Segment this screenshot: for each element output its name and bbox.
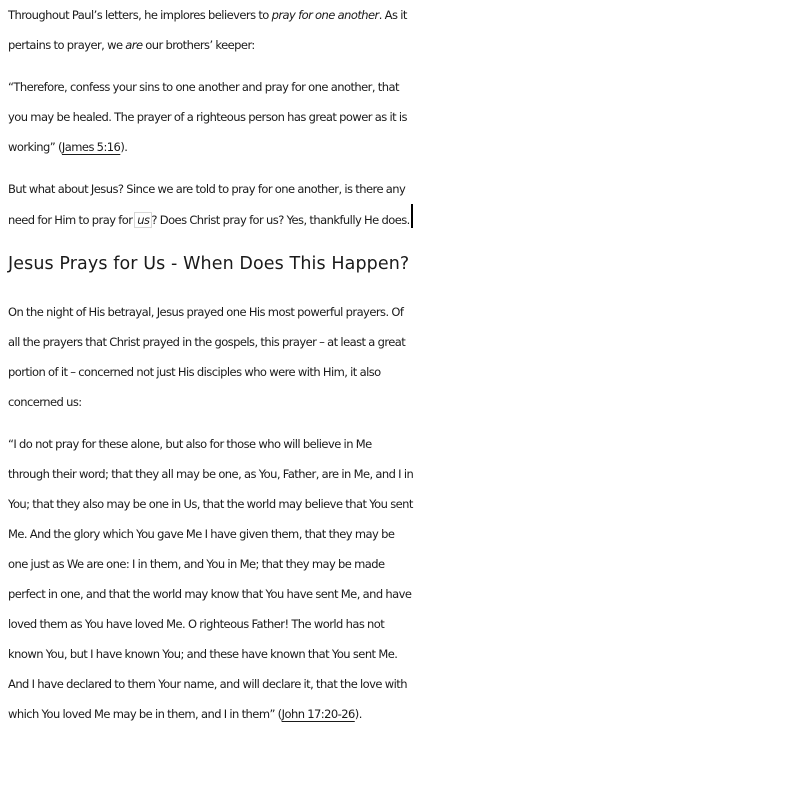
emphasis-text: pray for one another: [271, 8, 379, 22]
paragraph-intro: [8, 0, 788, 60]
text-line: perfect in one, and that the world may know that You have sent Me, and have: [8, 587, 412, 601]
scripture-link-james[interactable]: James 5:16: [61, 140, 121, 154]
text-run: ? Does Christ pray for us? Yes, thankfully He does.: [151, 213, 410, 227]
text-run: . As it: [378, 8, 407, 22]
text-line: [8, 132, 788, 162]
quote-john: [8, 429, 788, 729]
text-line: [8, 699, 788, 729]
text-run: which You loved Me may be in them, and I in them” (: [8, 707, 282, 721]
text-line: “I do not pray for these alone, but also for those who will believe in Me: [8, 437, 372, 451]
text-line: And I have declared to them Your name, and will declare it, that the love with: [8, 677, 407, 691]
text-line: “Therefore, confess your sins to one another and pray for one another, that: [8, 80, 399, 94]
text-line: Me. And the glory which You gave Me I have given them, that they may be: [8, 527, 395, 541]
text-line: [8, 0, 788, 30]
section-heading: Jesus Prays for Us - When Does This Happen?: [8, 254, 410, 274]
paragraph-question: [8, 174, 788, 235]
text-line: loved them as You have loved Me. O righteous Father! The world has not: [8, 617, 385, 631]
emphasis-text: us: [137, 213, 150, 227]
document-body[interactable]: [8, 0, 788, 741]
scripture-link-john[interactable]: John 17:20-26: [281, 707, 355, 721]
text-run: need for Him to pray for: [8, 213, 136, 227]
text-run: pertains to prayer, we: [8, 38, 126, 52]
text-line: concerned us:: [8, 395, 82, 409]
text-line: through their word; that they all may be one, as You, Father, are in Me, and I in: [8, 467, 414, 481]
text-line: you may be healed. The prayer of a righteous person has great power as it is: [8, 110, 407, 124]
text-line: portion of it – concerned not just His disciples who were with Him, it also: [8, 365, 381, 379]
text-line: You; that they also may be one in Us, that the world may believe that You sent: [8, 497, 413, 511]
quote-james: [8, 72, 788, 162]
paragraph-betrayal: [8, 297, 788, 417]
text-line: [8, 204, 788, 235]
text-run: working” (: [8, 140, 62, 154]
text-cursor: [411, 204, 413, 228]
text-line: one just as We are one: I in them, and You in Me; that they may be made: [8, 557, 385, 571]
text-run: our brothers’ keeper:: [142, 38, 255, 52]
text-line: But what about Jesus? Since we are told to pray for one another, is there any: [8, 182, 406, 196]
text-run: Throughout Paul’s letters, he implores believers to: [8, 8, 272, 22]
text-line: known You, but I have known You; and these have known that You sent Me.: [8, 647, 398, 661]
emphasis-text: are: [125, 38, 143, 52]
text-run: ).: [120, 140, 128, 154]
text-line: all the prayers that Christ prayed in the gospels, this prayer – at least a great: [8, 335, 406, 349]
text-run: ).: [354, 707, 362, 721]
text-line: On the night of His betrayal, Jesus prayed one His most powerful prayers. Of: [8, 305, 404, 319]
text-line: [8, 30, 788, 60]
